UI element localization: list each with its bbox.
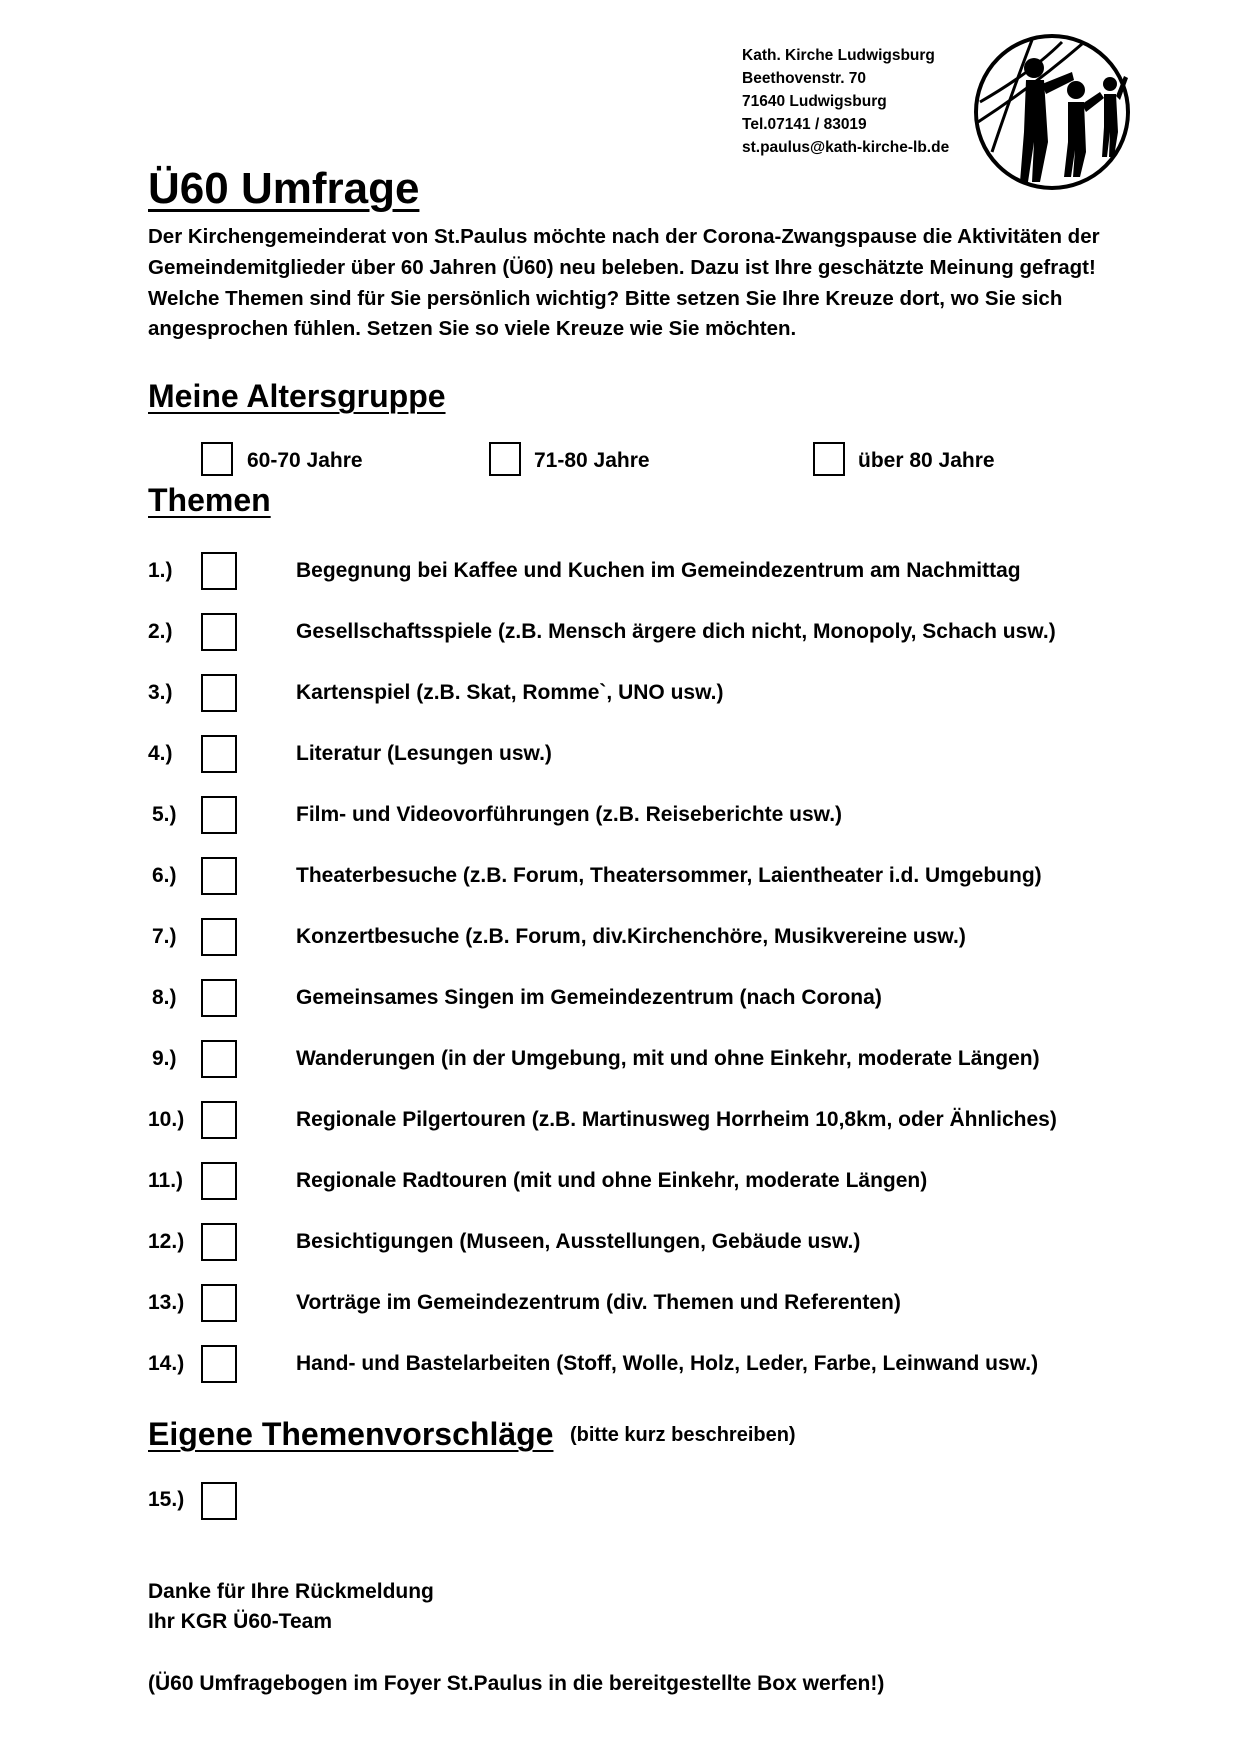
item-text-14: Hand- und Bastelarbeiten (Stoff, Wolle, Holz, Leder, Farbe, Leinwand usw.) bbox=[296, 1352, 1039, 1375]
item-checkbox-14[interactable] bbox=[201, 1345, 237, 1383]
item-number-12: 12.) bbox=[148, 1230, 185, 1253]
item-text-12: Besichtigungen (Museen, Ausstellungen, Gebäude usw.) bbox=[296, 1230, 861, 1253]
closing-instruction: (Ü60 Umfragebogen im Foyer St.Paulus in die bereitgestellte Box werfen!) bbox=[148, 1672, 885, 1695]
item-number-9: 9.) bbox=[152, 1047, 177, 1070]
item-number-6: 6.) bbox=[152, 864, 177, 887]
item-number-14: 14.) bbox=[148, 1352, 185, 1375]
own-topics-title: Eigene Themenvorschläge bbox=[148, 1416, 554, 1452]
item-checkbox-2[interactable] bbox=[201, 613, 237, 651]
item-text-13: Vorträge im Gemeindezentrum (div. Themen und Referenten) bbox=[296, 1291, 901, 1314]
item-checkbox-4[interactable] bbox=[201, 735, 237, 773]
item-checkbox-12[interactable] bbox=[201, 1223, 237, 1261]
item-number-11: 11.) bbox=[148, 1169, 184, 1192]
item-text-7: Konzertbesuche (z.B. Forum, div.Kirchenchöre, Musikvereine usw.) bbox=[296, 925, 966, 948]
item-number-2: 2.) bbox=[148, 620, 173, 643]
item-text-4: Literatur (Lesungen usw.) bbox=[296, 742, 552, 765]
item-number-15: 15.) bbox=[148, 1488, 185, 1511]
item-number-7: 7.) bbox=[152, 925, 177, 948]
age-checkbox-80-plus[interactable] bbox=[813, 442, 845, 476]
item-text-8: Gemeinsames Singen im Gemeindezentrum (nach Corona) bbox=[296, 986, 882, 1009]
item-checkbox-5[interactable] bbox=[201, 796, 237, 834]
item-checkbox-15[interactable] bbox=[201, 1482, 237, 1520]
item-text-2: Gesellschaftsspiele (z.B. Mensch ärgere dich nicht, Monopoly, Schach usw.) bbox=[296, 620, 1056, 643]
age-checkbox-60-70[interactable] bbox=[201, 442, 233, 476]
item-checkbox-3[interactable] bbox=[201, 674, 237, 712]
item-text-5: Film- und Videovorführungen (z.B. Reiseberichte usw.) bbox=[296, 803, 843, 826]
address-phone: Tel.07141 / 83019 bbox=[742, 116, 867, 133]
closing-team: Ihr KGR Ü60-Team bbox=[148, 1610, 332, 1633]
page-title: Ü60 Umfrage bbox=[148, 164, 420, 213]
age-label-71-80: 71-80 Jahre bbox=[534, 449, 650, 472]
item-number-1: 1.) bbox=[148, 559, 173, 582]
item-text-9: Wanderungen (in der Umgebung, mit und ohne Einkehr, moderate Längen) bbox=[296, 1047, 1040, 1070]
item-number-4: 4.) bbox=[148, 742, 173, 765]
item-text-3: Kartenspiel (z.B. Skat, Romme`, UNO usw.) bbox=[296, 681, 724, 704]
age-heading: Meine Altersgruppe bbox=[148, 378, 446, 414]
age-checkbox-71-80[interactable] bbox=[489, 442, 521, 476]
address-city: 71640 Ludwigsburg bbox=[742, 93, 887, 110]
address-email: st.paulus@kath-kirche-lb.de bbox=[742, 139, 950, 156]
item-checkbox-13[interactable] bbox=[201, 1284, 237, 1322]
item-number-5: 5.) bbox=[152, 803, 177, 826]
item-checkbox-1[interactable] bbox=[201, 552, 237, 590]
item-number-10: 10.) bbox=[148, 1108, 185, 1131]
item-number-3: 3.) bbox=[148, 681, 173, 704]
age-label-80-plus: über 80 Jahre bbox=[858, 449, 995, 472]
item-text-10: Regionale Pilgertouren (z.B. Martinusweg Horrheim 10,8km, oder Ähnliches) bbox=[296, 1108, 1057, 1131]
item-checkbox-8[interactable] bbox=[201, 979, 237, 1017]
intro-paragraph: Der Kirchengemeinderat von St.Paulus möchte nach der Corona-Zwangspause die Aktivitäten der Gemeindemitglieder über 60 Jahren (Ü60) neu beleben. Dazu ist Ihre geschätzte Meinung gefragt! Welche Themen sind für Sie persönlich wichtig? Bitte setzen Sie Ihre Kreuze dort, wo Sie sich angesprochen fühlen. Setzen Sie so viele Kreuze wie Sie möchten. bbox=[148, 225, 1100, 341]
item-number-13: 13.) bbox=[148, 1291, 185, 1314]
age-label-60-70: 60-70 Jahre bbox=[247, 449, 363, 472]
item-number-8: 8.) bbox=[152, 986, 177, 1009]
item-checkbox-11[interactable] bbox=[201, 1162, 237, 1200]
address-block bbox=[742, 44, 949, 159]
item-text-6: Theaterbesuche (z.B. Forum, Theatersommer, Laientheater i.d. Umgebung) bbox=[296, 864, 1042, 887]
address-street: Beethovenstr. 70 bbox=[742, 70, 867, 87]
item-checkbox-7[interactable] bbox=[201, 918, 237, 956]
address-org: Kath. Kirche Ludwigsburg bbox=[742, 47, 935, 64]
own-topics-note: (bitte kurz beschreiben) bbox=[570, 1424, 796, 1446]
item-text-1: Begegnung bei Kaffee und Kuchen im Gemeindezentrum am Nachmittag bbox=[296, 559, 1021, 582]
item-text-11: Regionale Radtouren (mit und ohne Einkehr, moderate Längen) bbox=[296, 1169, 928, 1192]
item-checkbox-10[interactable] bbox=[201, 1101, 237, 1139]
topics-heading: Themen bbox=[148, 482, 271, 518]
item-checkbox-6[interactable] bbox=[201, 857, 237, 895]
closing-thanks: Danke für Ihre Rückmeldung bbox=[148, 1580, 434, 1603]
own-topics-heading bbox=[148, 1414, 553, 1454]
item-checkbox-9[interactable] bbox=[201, 1040, 237, 1078]
church-logo bbox=[972, 32, 1132, 192]
